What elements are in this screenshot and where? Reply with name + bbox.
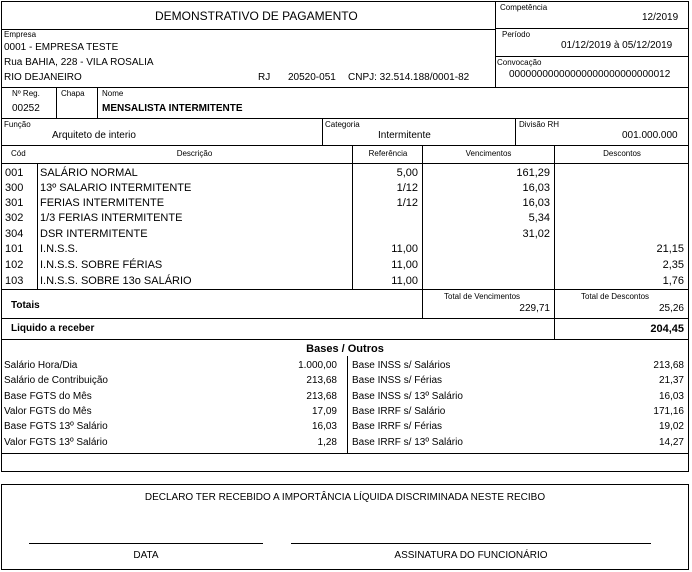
competencia-label: Competência: [500, 3, 548, 12]
row-vencimentos: 5,34: [528, 212, 550, 224]
bases-title: Bases / Outros: [306, 343, 384, 355]
total-vencimentos-value: 229,71: [519, 303, 550, 314]
nreg-value: 00252: [12, 103, 40, 114]
base-left-value: 213,68: [306, 375, 337, 386]
categoria-label: Categoria: [325, 120, 360, 129]
row-cod: 302: [5, 212, 24, 224]
base-right-label: Base IRRF s/ Salário: [352, 406, 446, 417]
convocacao-value: 00000000000000000000000000012: [509, 69, 671, 80]
divider: [347, 356, 348, 453]
row-cod: 001: [5, 167, 24, 179]
row-descricao: SALÁRIO NORMAL: [40, 167, 138, 179]
divider: [1, 87, 689, 88]
base-right-value: 21,37: [658, 375, 684, 386]
row-descricao: 13º SALARIO INTERMITENTE: [40, 182, 192, 194]
base-left-label: Salário de Contribuição: [4, 375, 108, 386]
row-referencia: 1/12: [396, 197, 418, 209]
row-descontos: 1,76: [662, 275, 684, 287]
row-referencia: 11,00: [391, 275, 418, 287]
row-descricao: 1/3 FERIAS INTERMITENTE: [40, 212, 183, 224]
divider: [1, 163, 689, 164]
chapa-label: Chapa: [61, 89, 85, 98]
base-right-value: 19,02: [658, 421, 684, 432]
row-vencimentos: 16,03: [522, 182, 550, 194]
base-right-value: 16,03: [658, 391, 684, 402]
row-referencia: 5,00: [396, 167, 418, 179]
empresa-cep: 20520-051: [288, 72, 336, 83]
base-right-label: Base IRRF s/ Férias: [352, 421, 443, 432]
divisao-value: 001.000.000: [622, 130, 678, 141]
col-header-descricao: Descrição: [176, 149, 213, 158]
divider: [37, 163, 38, 289]
row-descontos: 2,35: [662, 259, 684, 271]
employee-name: MENSALISTA INTERMITENTE: [102, 103, 243, 114]
document-title: DEMONSTRATIVO DE PAGAMENTO: [155, 9, 358, 23]
row-cod: 300: [5, 182, 24, 194]
base-left-value: 1.000,00: [298, 360, 337, 371]
divider: [97, 87, 98, 118]
base-right-label: Base IRRF s/ 13º Salário: [352, 437, 463, 448]
total-descontos-label: Total de Descontos: [581, 292, 650, 301]
periodo-value: 01/12/2019 à 05/12/2019: [561, 40, 673, 51]
empresa-cnpj: CNPJ: 32.514.188/0001-82: [348, 72, 470, 83]
divider: [495, 28, 689, 29]
row-cod: 301: [5, 197, 24, 209]
convocacao-label: Convocação: [497, 58, 542, 67]
row-cod: 304: [5, 228, 24, 240]
row-descontos: 21,15: [656, 243, 684, 255]
base-left-value: 1,28: [317, 437, 337, 448]
base-left-value: 16,03: [311, 421, 337, 432]
row-descricao: I.N.S.S.: [40, 243, 78, 255]
divider: [56, 87, 57, 118]
base-left-label: Base FGTS 13º Salário: [4, 421, 108, 432]
row-cod: 101: [5, 243, 24, 255]
signature-label: ASSINATURA DO FUNCIONÁRIO: [394, 550, 548, 561]
row-cod: 103: [5, 275, 24, 287]
periodo-label: Período: [502, 30, 531, 39]
base-left-label: Base FGTS do Mês: [4, 391, 92, 402]
base-left-label: Salário Hora/Dia: [4, 360, 78, 371]
totais-label: Totais: [11, 300, 40, 311]
total-descontos-value: 25,26: [658, 303, 684, 314]
empresa-endereco: Rua BAHIA, 228 - VILA ROSALIA: [4, 57, 154, 68]
competencia-value: 12/2019: [642, 12, 679, 23]
divider: [1, 145, 689, 146]
row-descricao: I.N.S.S. SOBRE 13o SALÁRIO: [40, 275, 192, 287]
divider: [515, 118, 516, 145]
empresa-label: Empresa: [4, 30, 37, 39]
divider: [322, 118, 323, 145]
divider: [1, 118, 689, 119]
base-right-label: Base INSS s/ Férias: [352, 375, 443, 386]
divisao-label: Divisão RH: [519, 120, 560, 129]
date-label: DATA: [133, 550, 159, 561]
liquido-value: 204,45: [650, 323, 684, 335]
base-right-value: 171,16: [653, 406, 684, 417]
divider: [1, 289, 689, 290]
divider: [495, 1, 496, 87]
funcao-label: Função: [4, 120, 31, 129]
divider: [1, 339, 689, 340]
empresa-nome: 0001 - EMPRESA TESTE: [4, 42, 119, 53]
empresa-cidade: RIO DEJANEIRO: [4, 72, 82, 83]
liquido-label: Liquido a receber: [11, 323, 95, 334]
base-left-label: Valor FGTS do Mês: [4, 406, 92, 417]
declaration-text: DECLARO TER RECEBIDO A IMPORTÂNCIA LÍQUIDA DISCRIMINADA NESTE RECIBO: [144, 492, 546, 503]
nome-label: Nome: [102, 89, 124, 98]
row-referencia: 1/12: [396, 182, 418, 194]
base-right-value: 213,68: [653, 360, 684, 371]
row-cod: 102: [5, 259, 24, 271]
col-header-descontos: Descontos: [603, 149, 641, 158]
date-signature-line: [29, 543, 263, 544]
row-descricao: DSR INTERMITENTE: [40, 228, 148, 240]
employee-signature-line: [291, 543, 651, 544]
divider: [1, 453, 689, 454]
total-vencimentos-label: Total de Vencimentos: [444, 292, 521, 301]
divider: [1, 318, 689, 319]
divider: [1, 29, 495, 30]
row-referencia: 11,00: [391, 243, 418, 255]
nreg-label: Nº Reg.: [12, 89, 40, 98]
base-right-value: 14,27: [658, 437, 684, 448]
base-right-label: Base INSS s/ 13º Salário: [352, 391, 463, 402]
base-right-label: Base INSS s/ Salários: [352, 360, 451, 371]
col-header-vencimentos: Vencimentos: [465, 149, 512, 158]
funcao-value: Arquiteto de interio: [52, 130, 136, 141]
row-vencimentos: 31,02: [522, 228, 550, 240]
categoria-value: Intermitente: [378, 130, 431, 141]
row-vencimentos: 16,03: [522, 197, 550, 209]
row-vencimentos: 161,29: [516, 167, 550, 179]
base-left-value: 17,09: [311, 406, 337, 417]
row-descricao: I.N.S.S. SOBRE FÉRIAS: [40, 259, 163, 271]
col-header-cod: Cód: [11, 149, 26, 158]
base-left-label: Valor FGTS 13º Salário: [4, 437, 108, 448]
row-descricao: FERIAS INTERMITENTE: [40, 197, 165, 209]
empresa-uf: RJ: [258, 72, 271, 83]
divider: [495, 56, 689, 57]
col-header-referencia: Referência: [368, 149, 408, 158]
row-referencia: 11,00: [391, 259, 418, 271]
base-left-value: 213,68: [306, 391, 337, 402]
